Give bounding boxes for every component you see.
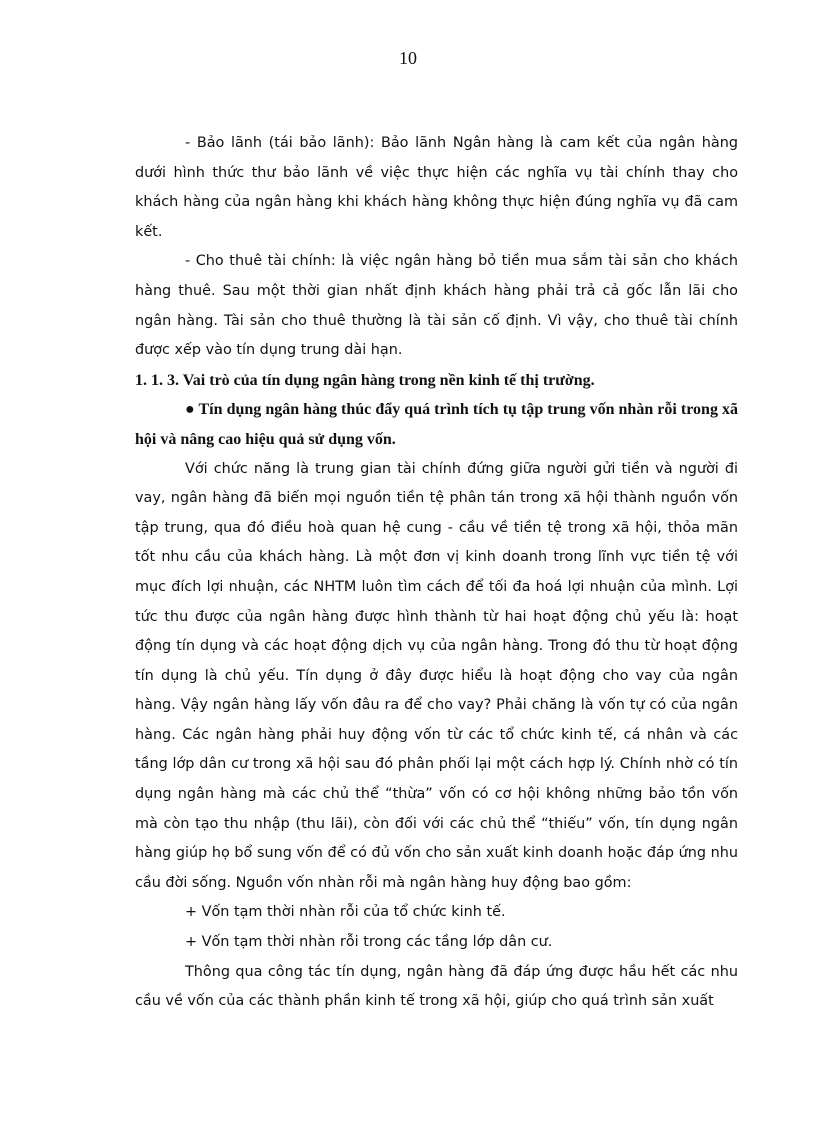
document-body xyxy=(135,129,738,1017)
bullet-heading: ● Tín dụng ngân hàng thúc đẩy quá trình tích tụ tập trung vốn nhàn rỗi trong xã hội và nâng cao hiệu quả sử dụng vốn. xyxy=(135,401,738,448)
section-heading: 1. 1. 3. Vai trò của tín dụng ngân hàng trong nền kinh tế thị trường. xyxy=(135,371,595,389)
paragraph-body-main: Với chức năng là trung gian tài chính đứng giữa người gửi tiền và người đi vay, ngân hàng đã biến mọi nguồn tiền tệ phân tán trong xã hội thành nguồn vốn tập trung, qua đó điều hoà quan hệ cung - cầu về tiền tệ trong xã hội, thỏa mãn tốt nhu cầu của khách hàng. Là một đơn vị kinh doanh trong lĩnh vực tiền tệ với mục đích lợi nhuận, các NHTM luôn tìm cách để tối đa hoá lợi nhuận của mình. Lợi tức thu được của ngân hàng được hình thành từ hai hoạt động chủ yếu là: hoạt động tín dụng và các hoạt động dịch vụ của ngân hàng. Trong đó thu từ hoạt động tín dụng là chủ yếu. Tín dụng ở đây được hiểu là hoạt động cho vay của ngân hàng. Vậy ngân hàng lấy vốn đâu ra để cho vay? Phải chăng là vốn tự có của ngân hàng. Các ngân hàng phải huy động vốn từ các tổ chức kinh tế, cá nhân và các tầng lớp dân cư trong xã hội sau đó phân phối lại một cách hợp lý. Chính nhờ có tín dụng ngân hàng mà các chủ thể “thừa” vốn có cơ hội không những bảo tồn vốn mà còn tạo thu nhập (thu lãi), còn đối với các chủ thể “thiếu” vốn, tín dụng ngân hàng giúp họ bổ sung vốn để có đủ vốn cho sản xuất kinh doanh hoặc đáp ứng nhu cầu đời sống. Nguồn vốn nhàn rỗi mà ngân hàng huy động bao gồm: xyxy=(135,460,738,891)
paragraph-financial-leasing: - Cho thuê tài chính: là việc ngân hàng bỏ tiền mua sắm tài sản cho khách hàng thuê. Sau một thời gian nhất định khách hàng phải trả cả gốc lẫn lãi cho ngân hàng. Tài sản cho thuê thường là tài sản cố định. Vì vậy, cho thuê tài chính được xếp vào tín dụng trung dài hạn. xyxy=(135,253,738,359)
paragraph-closing: Thông qua công tác tín dụng, ngân hàng đã đáp ứng được hầu hết các nhu cầu về vốn của các thành phần kinh tế trong xã hội, giúp cho quá trình sản xuất xyxy=(135,963,738,1010)
paragraph-guarantee: - Bảo lãnh (tái bảo lãnh): Bảo lãnh Ngân hàng là cam kết của ngân hàng dưới hình thức thư bảo lãnh về việc thực hiện các nghĩa vụ tài chính thay cho khách hàng của ngân hàng khi khách hàng không thực hiện đúng nghĩa vụ đã cam kết. xyxy=(135,135,738,240)
list-item-economic-organizations: + Vốn tạm thời nhàn rỗi của tổ chức kinh tế. xyxy=(185,904,506,921)
list-item-population: + Vốn tạm thời nhàn rỗi trong các tầng lớp dân cư. xyxy=(185,934,553,951)
page-number: 10 xyxy=(399,48,417,68)
